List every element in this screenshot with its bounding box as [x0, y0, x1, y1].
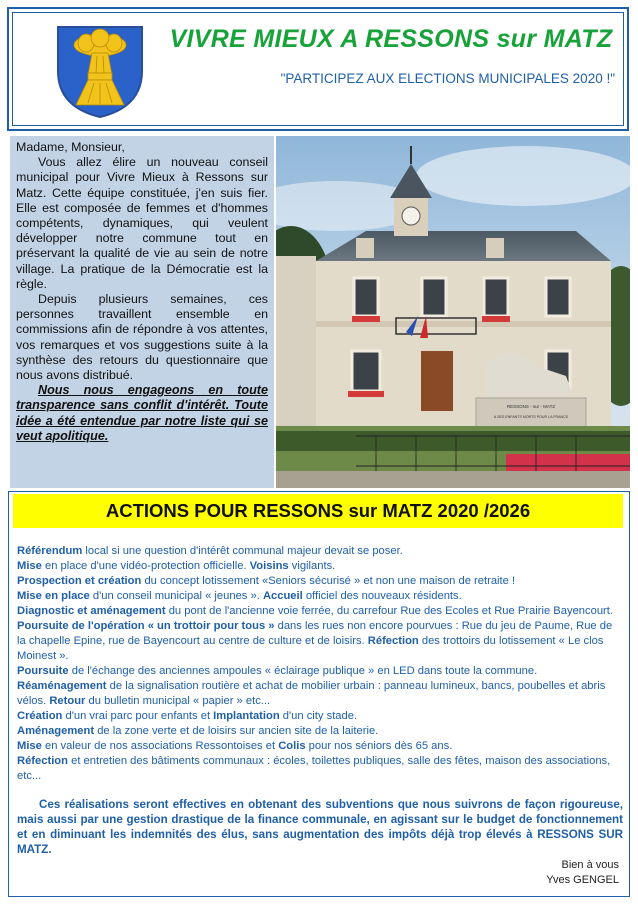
action-keyword: Réfection [17, 755, 68, 767]
action-item [17, 664, 623, 679]
action-text: et entretien des bâtiments communaux : écoles, toilettes publiques, salle des fêtes, maison des associations, etc... [17, 755, 611, 782]
action-text: en place d'une vidéo-protection officielle. [41, 560, 250, 572]
action-keyword: Diagnostic et aménagement [17, 605, 166, 617]
page-title: VIVRE MIEUX A RESSONS sur MATZ [169, 25, 613, 53]
action-keyword: Mise en place [17, 590, 90, 602]
closing-statement: Ces réalisations seront effectives en obtenant des subventions que nous suivrons de façon rigoureuse, mais aussi par une gestion drastique de la finance communale, en agissant sur le budget de fonctionnement et en diminuant les indemnités des élus, sans augmentation des impôts déjà trop élevés à RESSONS SUR MATZ. [17, 798, 623, 856]
action-text: de la zone verte et de loisirs sur ancien site de la laiterie. [94, 725, 379, 737]
action-text: en valeur de nos associations Ressontoises et [41, 740, 279, 752]
action-keyword: Colis [278, 740, 306, 752]
action-item [17, 544, 623, 559]
action-text: des trottoirs du lotissement « Le clos Moinest ». [17, 635, 604, 662]
action-text: du pont de l'ancienne voie ferrée, du carrefour Rue des Ecoles et Rue Prairie Bayencourt. [165, 605, 614, 617]
action-item [17, 604, 623, 664]
action-keyword: Retour [49, 695, 86, 707]
action-text: de la signalisation routière et achat de mobilier urbain : panneau lumineux, bancs, poubelles et abris vélos. [17, 680, 606, 707]
monument-plaque-line2: A SES ENFANTS MORTS POUR LA FRANCE [493, 415, 569, 419]
action-keyword: Référendum [17, 545, 83, 557]
action-text: d'un city stade. [279, 710, 358, 722]
signature [546, 858, 619, 888]
action-text: d'un conseil municipal « jeunes ». [89, 590, 263, 602]
actions-list [17, 544, 623, 784]
action-keyword: Accueil [262, 590, 303, 602]
letter-greeting: Madame, Monsieur, [16, 140, 125, 154]
action-text: d'un vrai parc pour enfants et [62, 710, 214, 722]
action-item [17, 709, 623, 724]
action-text: vigilants. [288, 560, 336, 572]
action-keyword: Prospection et création [17, 575, 142, 587]
action-item [17, 679, 623, 709]
action-keyword: Réaménagement [17, 680, 107, 692]
action-text: du bulletin municipal « papier » etc... [85, 695, 271, 707]
action-keyword: Poursuite [17, 665, 69, 677]
action-keyword: Poursuite de l'opération « un trottoir pour tous » [17, 620, 275, 632]
action-text: dans les rues non encore pourvues : Rue du jeu de Paume, Rue de la chapelle Epine, rue de Bayencourt au centre de culture et de loisirs. [17, 620, 613, 647]
letter-paragraph-1: Vous allez élire un nouveau conseil municipal pour Vivre Mieux à Ressons sur Matz. Cette équipe constituée, j'en suis fier. Elle est composée de femmes et d'hommes compétents, dynamiques, qui veulent développer notre commune tout en préservant la qualité de vie au sein de notre village. La pratique de la Démocratie est la règle. [16, 155, 268, 291]
action-text: local si une question d'intérêt communal majeur devait se poser. [82, 545, 403, 557]
header-box [7, 7, 629, 131]
actions-title: ACTIONS POUR RESSONS sur MATZ 2020 /2026 [13, 494, 623, 528]
action-item [17, 754, 623, 784]
action-item [17, 739, 623, 754]
mayor-letter [10, 136, 274, 488]
page-subtitle: "PARTICIPEZ AUX ELECTIONS MUNICIPALES 2020 !" [280, 71, 615, 86]
action-text: du concept lotissement «Seniors sécurisé » et non une maison de retraite ! [141, 575, 516, 587]
action-keyword: Mise [17, 560, 42, 572]
action-text: pour nos séniors dès 65 ans. [305, 740, 453, 752]
action-keyword: Création [17, 710, 63, 722]
signature-greeting: Bien à vous [561, 859, 619, 871]
action-keyword: Implantation [213, 710, 280, 722]
actions-section [8, 491, 630, 897]
monument-plaque-line1: RESSONS - sur - MATZ [506, 404, 556, 409]
action-item [17, 724, 623, 739]
letter-paragraph-2: Depuis plusieurs semaines, ces personnes travaillent ensemble en commissions afin de répondre à vos attentes, vos remarques et vos suggestions suite à la synthèse des retours du questionnaire que nous avons distribué. [16, 292, 268, 383]
action-keyword: Aménagement [17, 725, 95, 737]
action-keyword: Réfection [367, 635, 419, 647]
action-item [17, 559, 623, 574]
wheat-sheaf-crest-icon [54, 23, 146, 119]
signature-name: Yves GENGEL [546, 874, 619, 886]
action-item [17, 589, 623, 604]
action-item [17, 574, 623, 589]
action-text: officiel des nouveaux résidents. [302, 590, 462, 602]
town-hall-photo [276, 136, 630, 488]
action-text: de l'échange des anciennes ampoules « éclairage publique » en LED dans toute la commune. [68, 665, 538, 677]
action-keyword: Mise [17, 740, 42, 752]
action-keyword: Voisins [249, 560, 289, 572]
letter-engagement: Nous nous engageons en toute transparence sans conflit d'intérêt. Toute idée a été entendue par notre liste qui se veut apolitique. [16, 383, 268, 443]
